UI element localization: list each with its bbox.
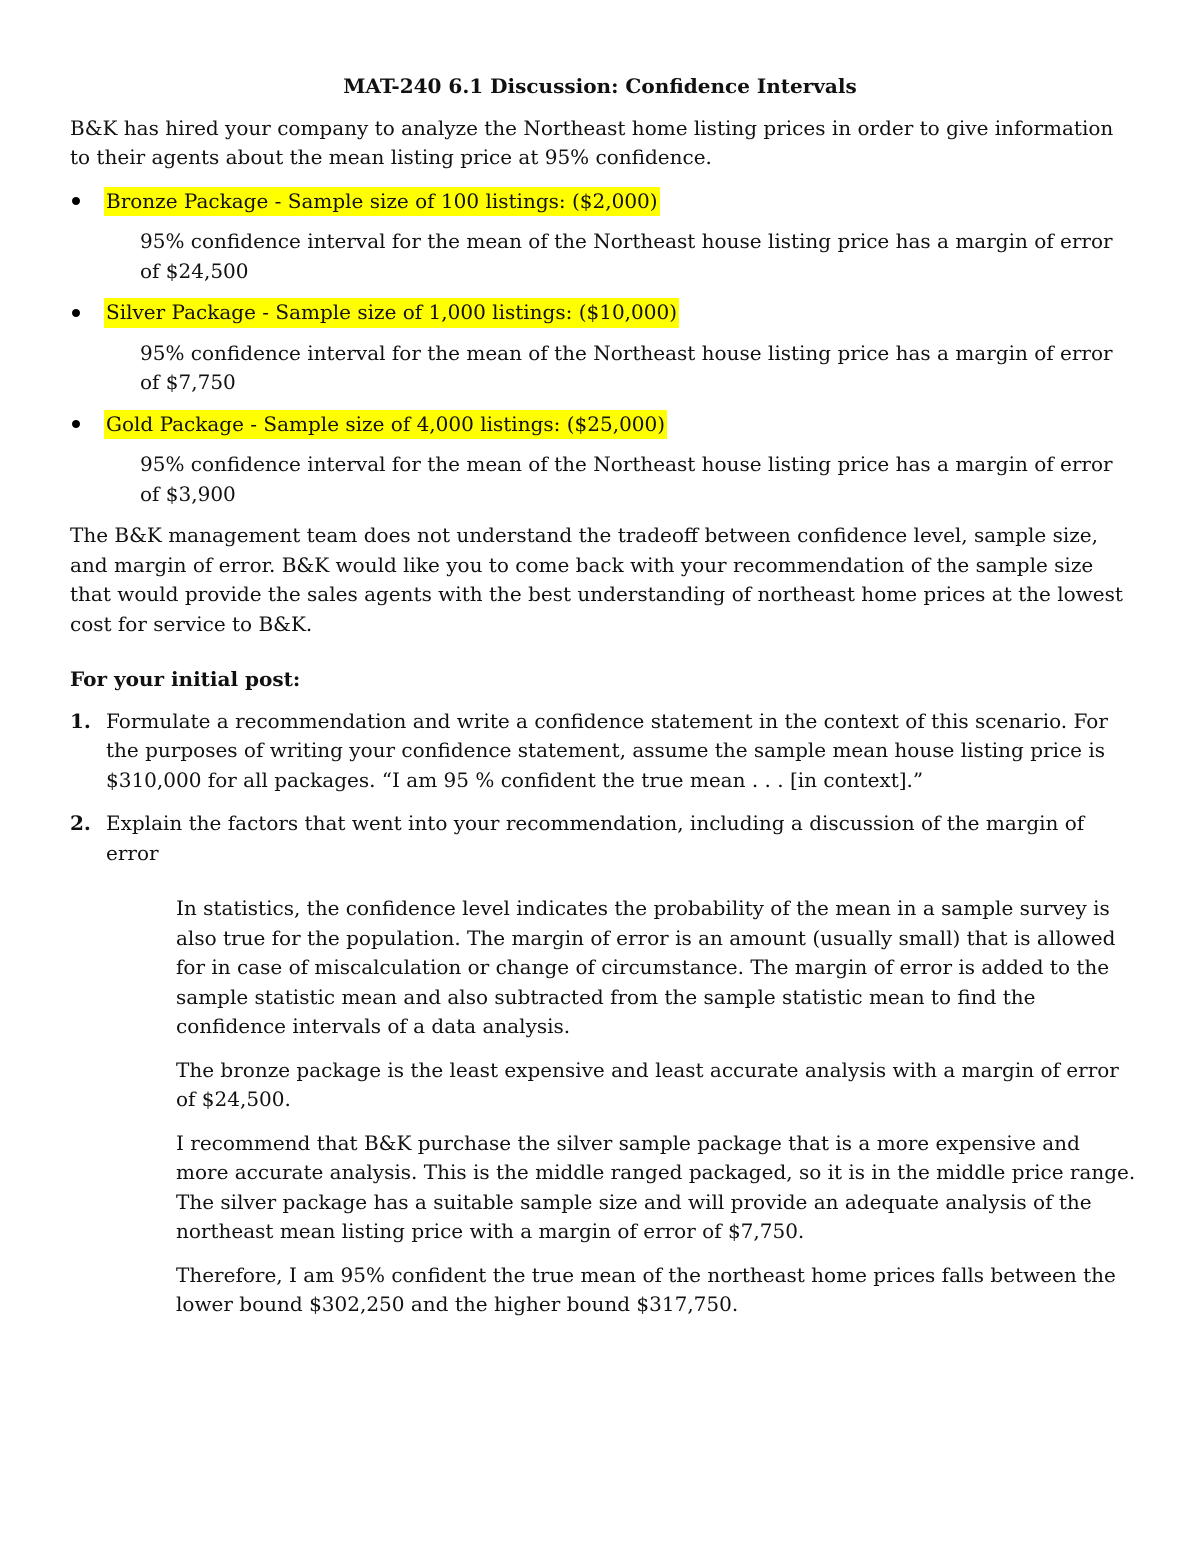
question-item: [70, 809, 1130, 868]
package-detail: 95% confidence interval for the mean of the Northeast house listing price has a margin of error of $24,500: [140, 229, 1113, 283]
package-item-silver: [70, 298, 1130, 398]
question-item: [70, 707, 1130, 796]
package-detail: 95% confidence interval for the mean of the Northeast house listing price has a margin of error of $3,900: [140, 452, 1113, 506]
package-label: Gold Package - Sample size of 4,000 listings: ($25,000): [104, 410, 667, 440]
response-paragraph: I recommend that B&K purchase the silver sample package that is a more expensive and more accurate analysis. This is the middle ranged packaged, so it is in the middle price range. The silver package has a suitable sample size and will provide an adequate analysis of the northeast mean listing price with a margin of error of $7,750.: [176, 1130, 1136, 1243]
response-block: [176, 894, 1136, 1320]
closing-paragraph: The B&K management team does not understand the tradeoff between confidence level, sample size, and margin of error. B&K would like you to come back with your recommendation of the sample size that would provide the sales agents with the best understanding of northeast home prices at the lowest cost for service to B&K.: [70, 523, 1123, 636]
question-number: 2.: [70, 811, 91, 835]
response-paragraph: Therefore, I am 95% confident the true mean of the northeast home prices falls between the lower bound $302,250 and the higher bound $317,750.: [176, 1262, 1116, 1316]
question-number: 1.: [70, 708, 91, 733]
question-text: Explain the factors that went into your recommendation, including a discussion of the margin of error: [106, 811, 1085, 865]
package-detail: 95% confidence interval for the mean of the Northeast house listing price has a margin of error of $7,750: [140, 340, 1113, 394]
document-title: MAT-240 6.1 Discussion: Confidence Intervals: [343, 74, 857, 98]
package-label: Silver Package - Sample size of 1,000 listings: ($10,000): [104, 298, 679, 328]
question-text: Formulate a recommendation and write a confidence statement in the context of this scenario. For the purposes of writing your confidence statement, assume the sample mean house listing price is $310,000 for all packages. “I am 95 % confident the true mean . . . [in context].”: [106, 708, 1108, 792]
question-list: [70, 707, 1130, 869]
package-label: Bronze Package - Sample size of 100 listings: ($2,000): [104, 187, 660, 217]
bullet-icon: [72, 197, 80, 205]
response-paragraph: The bronze package is the least expensive and least accurate analysis with a margin of error of $24,500.: [176, 1057, 1119, 1111]
prompt-heading: For your initial post:: [70, 667, 301, 691]
package-item-gold: [70, 410, 1130, 510]
bullet-icon: [72, 420, 80, 428]
bullet-icon: [72, 309, 80, 317]
package-list: [70, 187, 1130, 510]
response-paragraph: In statistics, the confidence level indicates the probability of the mean in a sample survey is also true for the population. The margin of error is an amount (usually small) that is allowed for in case of miscalculation or change of circumstance. The margin of error is added to the sample statistic mean and also subtracted from the sample statistic mean to find the confidence intervals of a data analysis.: [176, 896, 1116, 1038]
package-item-bronze: [70, 187, 1130, 287]
intro-paragraph: B&K has hired your company to analyze the Northeast home listing prices in order to give information to their agents about the mean listing price at 95% confidence.: [70, 115, 1114, 169]
